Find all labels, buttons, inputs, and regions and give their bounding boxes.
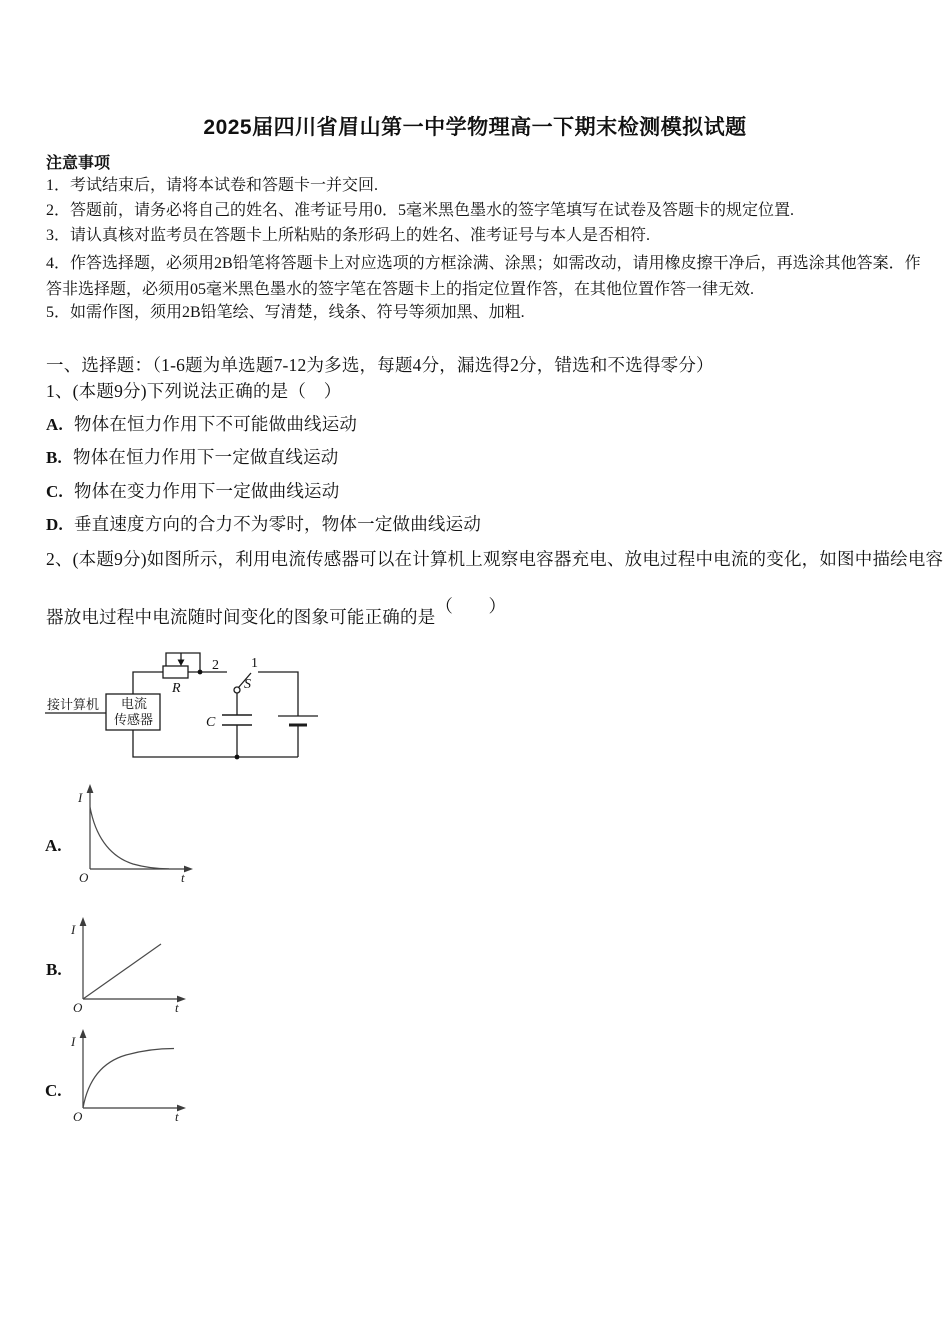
- graph-b-y-label: I: [71, 922, 76, 937]
- switch-pivot: [234, 687, 240, 693]
- question-1-option-a: [46, 411, 357, 436]
- section-title: 一、选择题：（1-6题为单选题7-12为多选，每题4分，漏选得2分，错选和不选得零分）: [46, 355, 714, 375]
- junction-dot-contact2: [198, 670, 203, 675]
- option-text: 物体在恒力作用下不可能做曲线运动: [73, 414, 358, 434]
- graph-c-curve: [83, 1049, 174, 1109]
- option-letter: C.: [46, 482, 63, 501]
- graph-a: [75, 782, 235, 887]
- option-text: 物体在变力作用下一定做曲线运动: [73, 481, 340, 501]
- notice-item-2: 2．答题前，请务必将自己的姓名、准考证号用0．5毫米黑色墨水的签字笔填写在试卷及答题卡的规定位置.: [46, 202, 795, 219]
- question-2-line2-text: 器放电过程中电流随时间变化的图象可能正确的是: [46, 607, 436, 627]
- graph-a-origin-label: O: [79, 870, 89, 885]
- bottom-wire: [133, 730, 298, 757]
- question-1-option-b: [46, 444, 339, 469]
- capacitor-label: C: [206, 715, 216, 730]
- graph-c-x-label: t: [175, 1109, 179, 1124]
- wire-sensor-to-rheostat: [133, 672, 163, 694]
- graph-a-y-arrow: [87, 784, 94, 793]
- contact-1-wire: [258, 672, 298, 716]
- rheostat-arrow-head: [178, 660, 185, 667]
- option-text: 垂直速度方向的合力不为零时，物体一定做曲线运动: [73, 514, 482, 534]
- contact-2-label: 2: [212, 658, 219, 673]
- graph-a-x-arrow: [184, 866, 193, 873]
- graph-b: [68, 915, 228, 1020]
- notice-heading: 注意事项: [46, 155, 111, 172]
- sensor-label-line1: 电流: [121, 696, 148, 711]
- graph-b-origin-label: O: [73, 1000, 83, 1015]
- option-text: 物体在恒力作用下一定做直线运动: [73, 447, 339, 467]
- graph-c-origin-label: O: [73, 1109, 83, 1124]
- option-letter: B.: [46, 448, 62, 467]
- question-2-line1: 2、(本题9分)如图所示，利用电流传感器可以在计算机上观察电容器充电、放电过程中电流的变化，如图中描绘电容: [46, 549, 944, 569]
- question-2-line2: [46, 596, 507, 629]
- graph-c-option-label: C.: [45, 1081, 62, 1100]
- option-letter: A.: [46, 415, 63, 434]
- graph-c: [68, 1028, 228, 1133]
- graph-a-option-label: A.: [45, 836, 62, 855]
- sensor-label-line2: 传感器: [114, 712, 154, 727]
- junction-dot-bottom: [235, 755, 240, 760]
- graph-a-y-label: I: [78, 790, 83, 805]
- notice-item-1: 1．考试结束后，请将本试卷和答题卡一并交回.: [46, 177, 379, 194]
- computer-label: 接计算机: [47, 697, 100, 712]
- resistor-label: R: [172, 681, 181, 696]
- contact-1-label: 1: [251, 656, 258, 671]
- notice-item-3: 3．请认真核对监考员在答题卡上所粘贴的条形码上的姓名、准考证号与本人是否相符.: [46, 227, 651, 244]
- graph-a-x-label: t: [181, 870, 185, 885]
- switch-label: S: [244, 677, 251, 692]
- rheostat-symbol: [163, 666, 188, 678]
- graph-c-y-arrow: [80, 1029, 87, 1038]
- graph-b-y-arrow: [80, 917, 87, 926]
- question-1-option-d: [46, 511, 481, 536]
- notice-item-5: 5．如需作图，须用2B铅笔绘、写清楚，线条、符号等须加黑、加粗.: [46, 304, 525, 321]
- page-title: 2025届四川省眉山第一中学物理高一下期末检测模拟试题: [203, 116, 747, 139]
- graph-a-curve: [90, 807, 169, 869]
- question-1-option-c: [46, 478, 339, 503]
- graph-b-curve: [83, 944, 161, 999]
- notice-item-4: 4．作答选择题，必须用2B铅笔将答题卡上对应选项的方框涂满、涂黑；如需改动，请用橡皮擦干净后，再选涂其他答案．作答非选择题，必须用05毫米黑色墨水的签字笔在答题卡上的指定位置作答，在其他位置作答一律无效.: [46, 255, 921, 298]
- graph-c-y-label: I: [71, 1034, 76, 1049]
- graph-b-option-label: B.: [46, 960, 62, 979]
- option-letter: D.: [46, 515, 63, 534]
- graph-b-x-label: t: [175, 1000, 179, 1015]
- circuit-diagram: [45, 645, 375, 775]
- rheostat-slider-wire: [166, 653, 200, 672]
- question-1-text: 1、(本题9分)下列说法正确的是（ ）: [46, 381, 342, 401]
- answer-blank-paren: （ ）: [435, 596, 507, 616]
